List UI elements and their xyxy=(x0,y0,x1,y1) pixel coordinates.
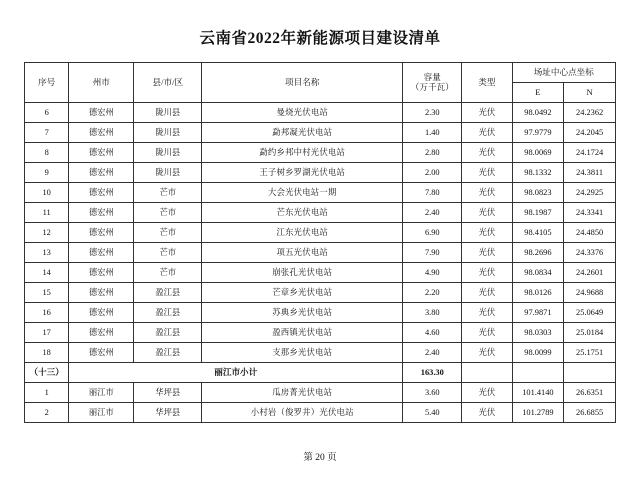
cell-city: 德宏州 xyxy=(69,123,134,143)
cell-seq: 8 xyxy=(25,143,69,163)
cell-longitude: 97.9779 xyxy=(512,123,564,143)
column-header-city: 州市 xyxy=(69,63,134,103)
cell-type: 光伏 xyxy=(462,143,512,163)
column-header-county: 县/市/区 xyxy=(134,63,202,103)
table-row xyxy=(25,163,616,183)
table-row xyxy=(25,103,616,123)
table-row xyxy=(25,363,616,383)
cell-capacity: 2.80 xyxy=(403,143,462,163)
cell-city: 德宏州 xyxy=(69,103,134,123)
cell-county: 芒市 xyxy=(134,263,202,283)
cell-longitude: 97.9871 xyxy=(512,303,564,323)
cell-subtotal-label: 丽江市小计 xyxy=(69,363,403,383)
project-list-table xyxy=(24,62,616,423)
table-row xyxy=(25,383,616,403)
cell-project-name: 苏典乡光伏电站 xyxy=(202,303,403,323)
cell-seq: 18 xyxy=(25,343,69,363)
table-row xyxy=(25,183,616,203)
cell-type: 光伏 xyxy=(462,123,512,143)
cell-city: 丽江市 xyxy=(69,403,134,423)
cell-county: 盈江县 xyxy=(134,283,202,303)
cell-latitude: 25.0649 xyxy=(564,303,616,323)
cell-longitude: 98.0126 xyxy=(512,283,564,303)
cell-city: 德宏州 xyxy=(69,163,134,183)
cell-latitude: 26.6855 xyxy=(564,403,616,423)
cell-county: 芒市 xyxy=(134,183,202,203)
cell-city: 德宏州 xyxy=(69,283,134,303)
cell-type: 光伏 xyxy=(462,403,512,423)
cell-project-name: 曼烧光伏电站 xyxy=(202,103,403,123)
cell-project-name: 项五光伏电站 xyxy=(202,243,403,263)
column-header-type: 类型 xyxy=(462,63,512,103)
table-row xyxy=(25,403,616,423)
cell-latitude: 25.0184 xyxy=(564,323,616,343)
cell-longitude: 98.0069 xyxy=(512,143,564,163)
cell-capacity: 6.90 xyxy=(403,223,462,243)
cell-project-name: 江东光伏电站 xyxy=(202,223,403,243)
cell-seq: 15 xyxy=(25,283,69,303)
cell-seq: 10 xyxy=(25,183,69,203)
cell-longitude: 98.1332 xyxy=(512,163,564,183)
cell-project-name: 小村岩（俊罗井）光伏电站 xyxy=(202,403,403,423)
cell-county: 盈江县 xyxy=(134,323,202,343)
table-row xyxy=(25,223,616,243)
cell-type: 光伏 xyxy=(462,303,512,323)
cell-seq: 12 xyxy=(25,223,69,243)
table-header xyxy=(25,63,616,103)
cell-longitude: 98.0303 xyxy=(512,323,564,343)
cell-county: 芒市 xyxy=(134,243,202,263)
page-title: 云南省2022年新能源项目建设清单 xyxy=(199,30,441,47)
cell-type: 光伏 xyxy=(462,263,512,283)
cell-city: 德宏州 xyxy=(69,223,134,243)
cell-county: 陇川县 xyxy=(134,163,202,183)
cell-capacity: 2.40 xyxy=(403,343,462,363)
cell-latitude: 25.1751 xyxy=(564,343,616,363)
cell-latitude: 24.2362 xyxy=(564,103,616,123)
table-row xyxy=(25,343,616,363)
cell-seq: 1 xyxy=(25,383,69,403)
cell-latitude: 24.9688 xyxy=(564,283,616,303)
cell-capacity: 3.60 xyxy=(403,383,462,403)
cell-capacity: 2.00 xyxy=(403,163,462,183)
cell-project-name: 瓜房菁光伏电站 xyxy=(202,383,403,403)
cell-type: 光伏 xyxy=(462,103,512,123)
cell-seq: 6 xyxy=(25,103,69,123)
cell-city: 德宏州 xyxy=(69,323,134,343)
column-header-project-name: 项目名称 xyxy=(202,63,403,103)
cell-capacity: 5.40 xyxy=(403,403,462,423)
table-row xyxy=(25,243,616,263)
cell-type: 光伏 xyxy=(462,343,512,363)
cell-longitude: 98.0834 xyxy=(512,263,564,283)
cell-capacity: 2.20 xyxy=(403,283,462,303)
cell-type: 光伏 xyxy=(462,183,512,203)
cell-capacity: 4.90 xyxy=(403,263,462,283)
cell-type xyxy=(462,363,512,383)
cell-seq: 14 xyxy=(25,263,69,283)
cell-project-name: 勐约乡邦中村光伏电站 xyxy=(202,143,403,163)
cell-seq: （十三） xyxy=(25,363,69,383)
cell-latitude: 24.2045 xyxy=(564,123,616,143)
cell-seq: 7 xyxy=(25,123,69,143)
cell-longitude xyxy=(512,363,564,383)
cell-county: 陇川县 xyxy=(134,123,202,143)
table-row xyxy=(25,323,616,343)
cell-longitude: 98.0823 xyxy=(512,183,564,203)
cell-type: 光伏 xyxy=(462,383,512,403)
cell-capacity: 163.30 xyxy=(403,363,462,383)
cell-county: 华坪县 xyxy=(134,383,202,403)
cell-longitude: 98.0099 xyxy=(512,343,564,363)
column-header-coordinates: 场址中心点坐标 xyxy=(512,63,615,83)
column-header-capacity xyxy=(403,63,462,103)
cell-city: 德宏州 xyxy=(69,183,134,203)
cell-project-name: 大会光伏电站一期 xyxy=(202,183,403,203)
capacity-label-line2: （万千瓦） xyxy=(410,81,454,92)
cell-project-name: 芒东光伏电站 xyxy=(202,203,403,223)
cell-project-name: 支那乡光伏电站 xyxy=(202,343,403,363)
cell-capacity: 4.60 xyxy=(403,323,462,343)
cell-latitude: 24.3376 xyxy=(564,243,616,263)
cell-seq: 11 xyxy=(25,203,69,223)
cell-city: 德宏州 xyxy=(69,343,134,363)
column-header-longitude: E xyxy=(512,83,564,103)
cell-seq: 2 xyxy=(25,403,69,423)
cell-longitude: 98.2696 xyxy=(512,243,564,263)
table-row xyxy=(25,143,616,163)
table-row xyxy=(25,203,616,223)
table-row xyxy=(25,263,616,283)
cell-longitude: 98.0492 xyxy=(512,103,564,123)
cell-project-name: 芒章乡光伏电站 xyxy=(202,283,403,303)
cell-type: 光伏 xyxy=(462,203,512,223)
cell-longitude: 98.4105 xyxy=(512,223,564,243)
cell-latitude: 24.2925 xyxy=(564,183,616,203)
cell-seq: 16 xyxy=(25,303,69,323)
cell-city: 德宏州 xyxy=(69,263,134,283)
cell-project-name: 勐邦凝光伏电站 xyxy=(202,123,403,143)
cell-type: 光伏 xyxy=(462,223,512,243)
cell-city: 德宏州 xyxy=(69,143,134,163)
cell-county: 芒市 xyxy=(134,203,202,223)
cell-capacity: 3.80 xyxy=(403,303,462,323)
document-page xyxy=(0,26,640,479)
cell-latitude: 26.6351 xyxy=(564,383,616,403)
cell-latitude: 24.1724 xyxy=(564,143,616,163)
table-row xyxy=(25,283,616,303)
cell-project-name: 崩张孔光伏电站 xyxy=(202,263,403,283)
cell-project-name: 盈西镇光伏电站 xyxy=(202,323,403,343)
table-row xyxy=(25,303,616,323)
table-header-row-1 xyxy=(25,63,616,83)
cell-capacity: 7.90 xyxy=(403,243,462,263)
cell-county: 陇川县 xyxy=(134,103,202,123)
table-row xyxy=(25,123,616,143)
cell-county: 陇川县 xyxy=(134,143,202,163)
cell-city: 德宏州 xyxy=(69,243,134,263)
cell-capacity: 2.40 xyxy=(403,203,462,223)
page-number: 第 20 页 xyxy=(303,453,337,463)
cell-city: 德宏州 xyxy=(69,303,134,323)
cell-type: 光伏 xyxy=(462,243,512,263)
cell-county: 芒市 xyxy=(134,223,202,243)
cell-longitude: 101.2789 xyxy=(512,403,564,423)
table-body xyxy=(25,103,616,423)
cell-county: 华坪县 xyxy=(134,403,202,423)
capacity-label-line1: 容量 xyxy=(423,71,441,82)
cell-seq: 17 xyxy=(25,323,69,343)
cell-county: 盈江县 xyxy=(134,303,202,323)
cell-city: 德宏州 xyxy=(69,203,134,223)
cell-type: 光伏 xyxy=(462,323,512,343)
cell-capacity: 7.80 xyxy=(403,183,462,203)
cell-capacity: 2.30 xyxy=(403,103,462,123)
cell-latitude: 24.4850 xyxy=(564,223,616,243)
cell-city: 丽江市 xyxy=(69,383,134,403)
cell-latitude: 24.3811 xyxy=(564,163,616,183)
cell-type: 光伏 xyxy=(462,163,512,183)
column-header-seq: 序号 xyxy=(25,63,69,103)
cell-latitude: 24.3341 xyxy=(564,203,616,223)
cell-seq: 13 xyxy=(25,243,69,263)
cell-type: 光伏 xyxy=(462,283,512,303)
cell-latitude: 24.2601 xyxy=(564,263,616,283)
column-header-latitude: N xyxy=(564,83,616,103)
cell-county: 盈江县 xyxy=(134,343,202,363)
cell-project-name: 王子树乡罗湖光伏电站 xyxy=(202,163,403,183)
cell-capacity: 1.40 xyxy=(403,123,462,143)
cell-seq: 9 xyxy=(25,163,69,183)
cell-longitude: 98.1987 xyxy=(512,203,564,223)
cell-latitude xyxy=(564,363,616,383)
cell-longitude: 101.4140 xyxy=(512,383,564,403)
